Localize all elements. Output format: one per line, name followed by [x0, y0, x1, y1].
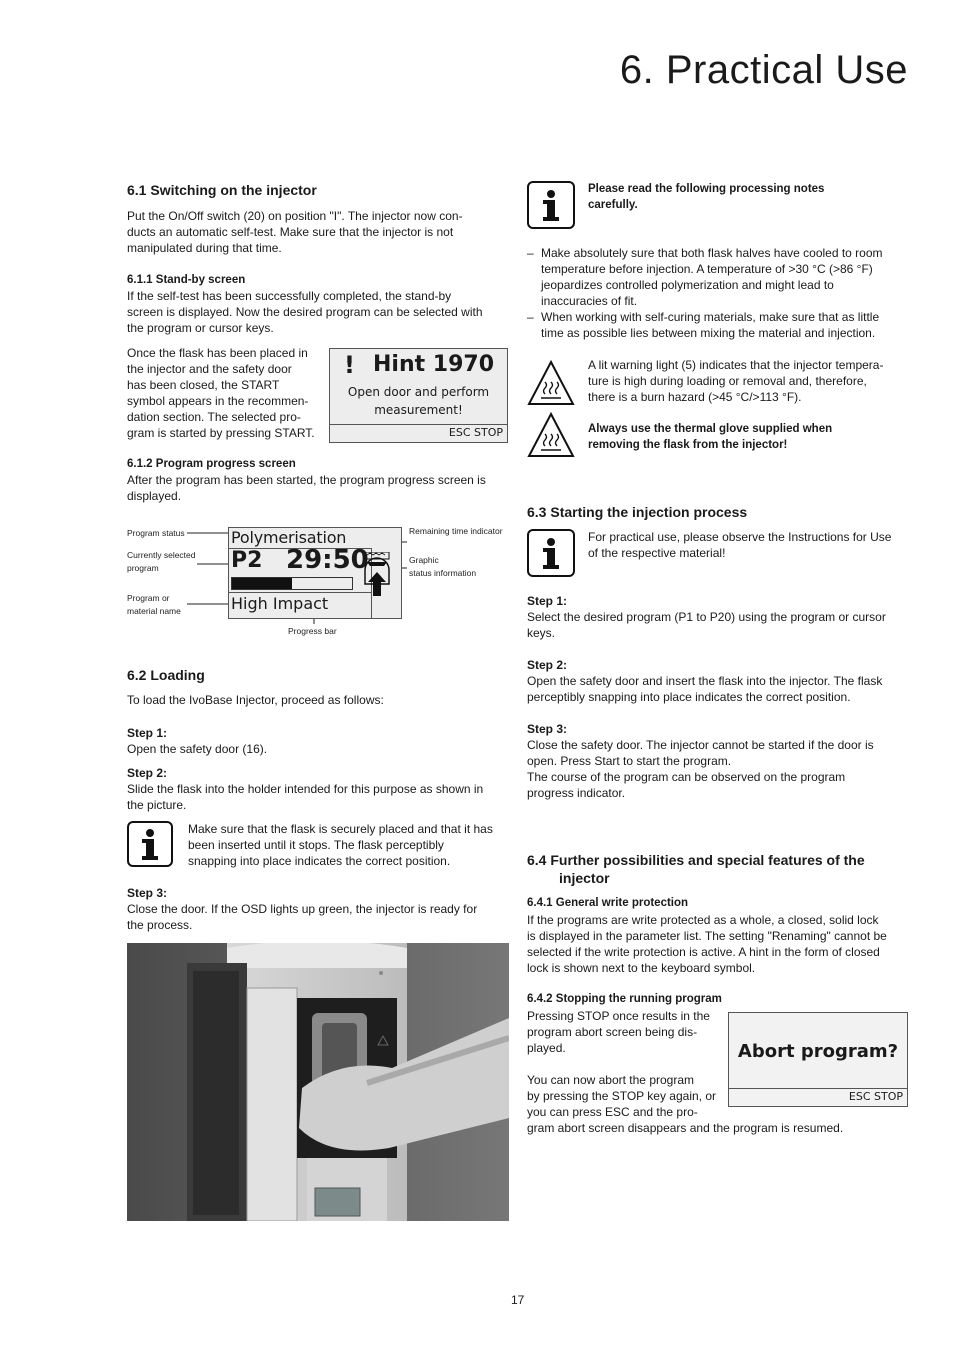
- injection-step2-label: Step 2:: [527, 658, 568, 672]
- loading-step2-label: Step 2:: [127, 766, 168, 780]
- progress-screen-status: Polymerisation: [231, 528, 347, 547]
- section-6-2-intro: To load the IvoBase Injector, proceed as follows:: [127, 693, 384, 707]
- callout-remaining-time: Remaining time indicator: [409, 526, 503, 536]
- subsection-6-4-2-heading: 6.4.2 Stopping the running program: [527, 993, 722, 1005]
- hint-screen-line2: measurement!: [374, 403, 463, 417]
- loading-step1-text: Open the safety door (16).: [127, 742, 268, 756]
- section-6-2-heading: 6.2 Loading: [127, 667, 205, 683]
- subsection-6-4-2-paragraph-tail: gram abort screen disappears and the program is resumed.: [527, 1121, 844, 1135]
- graphic-status-icon: [361, 552, 395, 608]
- progress-screen-material: High Impact: [231, 594, 329, 613]
- subsection-6-1-2-heading: 6.1.2 Program progress screen: [127, 458, 296, 470]
- progress-bar-fill: [232, 578, 292, 589]
- warning-exclaim-icon: !: [344, 351, 355, 379]
- callout-program-status: Program status: [127, 528, 185, 538]
- hint-screen: [329, 348, 508, 443]
- subsection-6-1-1-paragraph: If the self-test has been successfully completed, the stand-by screen is displayed. Now the desired program can be selected with the program or cursor keys.: [127, 289, 483, 335]
- subsection-6-4-1-heading: 6.4.1 General write protection: [527, 897, 689, 909]
- hint-screen-footer: ESC STOP: [448, 426, 503, 439]
- callout-program-or-material: Program or material name: [127, 593, 181, 616]
- page-number: 17: [511, 1293, 525, 1307]
- injector-photo: [127, 943, 509, 1221]
- injection-step3-text: Close the safety door. The injector cannot be started if the door is open. Press Start to start the program. The course of the program can be observed on the program progress indicator.: [527, 738, 874, 800]
- callout-currently-selected: Currently selected program: [127, 550, 196, 573]
- info-icon: [527, 529, 575, 577]
- injection-step2-text: Open the safety door and insert the flask into the injector. The flask perceptibly snapping into place indicates the correct position.: [527, 674, 883, 704]
- subsection-6-4-2-paragraph: Pressing STOP once results in the program abort screen being dis- played. You can now abort the program by pressing the STOP key again, or you can press ESC and the pro-: [527, 1009, 716, 1119]
- hot-surface-warning-icon: [527, 412, 575, 458]
- injection-step1-label: Step 1:: [527, 594, 568, 608]
- loading-step1-label: Step 1:: [127, 726, 168, 740]
- progress-screen-program: P2: [231, 548, 263, 573]
- injection-step3-label: Step 3:: [527, 722, 568, 736]
- hot-surface-warning-icon: [527, 360, 575, 406]
- hint-screen-title: Hint 1970: [373, 352, 495, 377]
- section-6-4-heading: 6.4 Further possibilities and special features of the injector: [527, 852, 865, 886]
- subsection-6-1-2-paragraph: After the program has been started, the program progress screen is displayed.: [127, 473, 486, 503]
- subsection-6-1-1-heading: 6.1.1 Stand-by screen: [127, 274, 246, 286]
- warning-light-text: A lit warning light (5) indicates that the injector tempera- ture is high during loading or removal and, therefore, there is a burn hazard (>45 °C/>113 °F).: [588, 358, 884, 404]
- page-title: 6. Practical Use: [619, 48, 908, 92]
- subsection-6-4-1-paragraph: If the programs are write protected as a whole, a closed, solid lock is displayed in the parameter list. The setting "Renaming" cannot be selected if the write protection is active. A hint in the form of closed lock is shown next to the keyboard symbol.: [527, 913, 887, 975]
- section-6-3-heading: 6.3 Starting the injection process: [527, 504, 748, 520]
- loading-info-text: Make sure that the flask is securely placed and that it has been inserted until it stops. The flask perceptibly snapping into place indicates the correct position.: [188, 822, 493, 868]
- processing-notes-heading: Please read the following processing notes carefully.: [588, 183, 825, 211]
- progress-screen-time: 29:50: [286, 545, 369, 575]
- injector-photo-illustration: [127, 943, 509, 1221]
- subsection-6-1-1-paragraph-2: Once the flask has been placed in the injector and the safety door has been closed, the START symbol appears in the recommen- dation section. The selected pro- gram is started by pressing START.: [127, 346, 315, 440]
- progress-bar: [231, 577, 353, 590]
- section-6-3-info-text: For practical use, please observe the Instructions for Use of the respective material!: [588, 530, 892, 560]
- progress-screen: [228, 527, 402, 619]
- loading-step3-text: Close the door. If the OSD lights up green, the injector is ready for the process.: [127, 902, 478, 932]
- section-6-1-heading: 6.1 Switching on the injector: [127, 182, 317, 198]
- info-icon: [127, 821, 173, 867]
- info-icon: [527, 181, 575, 229]
- hint-screen-line1: Open door and perform: [347, 385, 490, 399]
- loading-step3-label: Step 3:: [127, 886, 168, 900]
- callout-graphic-status: Graphic status information: [409, 555, 477, 578]
- processing-notes-list: [527, 245, 912, 341]
- abort-screen-title: Abort program?: [737, 1041, 899, 1062]
- list-item: – Make absolutely sure that both flask halves have cooled to room temperature before injection. A temperature of >30 °C (>86 °F) jeopardizes controlled polymerization and might lead to inaccuracies of fit.: [527, 245, 912, 309]
- section-6-1-paragraph: Put the On/Off switch (20) on position "I". The injector now con- ducts an automatic self-test. Make sure that the injector is not manipulated during that time.: [127, 209, 463, 255]
- abort-screen-footer: ESC STOP: [848, 1090, 903, 1103]
- callout-progress-bar: Progress bar: [288, 626, 337, 636]
- list-item: – When working with self-curing materials, make sure that as little time as possible lies between mixing the material and injection.: [527, 309, 912, 341]
- abort-screen: [728, 1012, 908, 1107]
- thermal-glove-warning: Always use the thermal glove supplied when removing the flask from the injector!: [588, 423, 833, 451]
- injection-step1-text: Select the desired program (P1 to P20) using the program or cursor keys.: [527, 610, 886, 640]
- loading-step2-text: Slide the flask into the holder intended for this purpose as shown in the picture.: [127, 782, 484, 812]
